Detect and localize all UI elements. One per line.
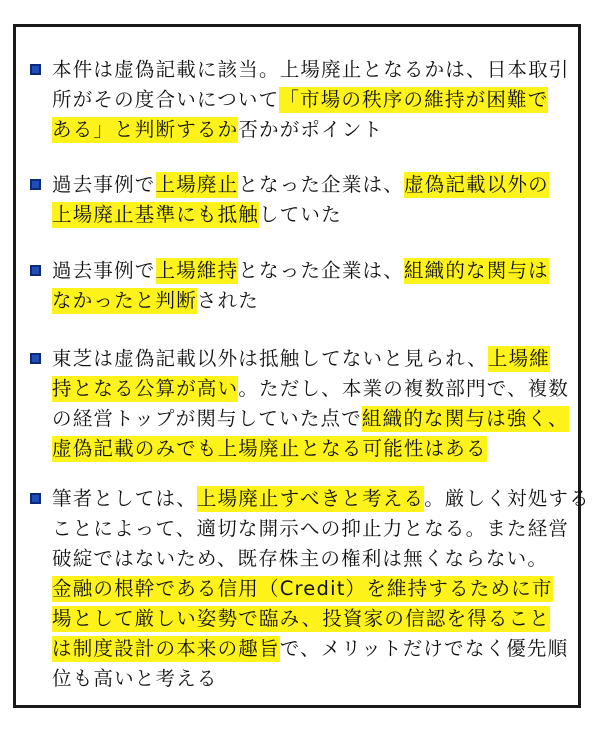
text-line <box>52 574 562 604</box>
text-line <box>52 634 569 664</box>
bullet-text <box>52 55 570 145</box>
highlighted-text: 上場廃止すべきと考える <box>196 487 425 510</box>
bullet-square-icon <box>30 179 41 190</box>
text-line <box>52 664 562 694</box>
text-line <box>52 514 570 544</box>
plain-text: 所がその度合いについて <box>52 88 280 111</box>
bullet-square-icon <box>30 265 41 276</box>
text-line <box>52 484 590 514</box>
highlighted-text: 上場維持 <box>155 259 239 282</box>
text-line <box>52 344 562 374</box>
highlighted-text: 組織的な関与は強く、 <box>361 407 569 430</box>
plain-text: 否かがポイント <box>238 118 384 141</box>
highlighted-text: 虚偽記載のみでも上場廃止となる可能性はある <box>52 437 487 460</box>
text-line <box>52 544 562 574</box>
plain-text: 破綻ではないため、既存株主の権利は無くならない。 <box>52 547 549 570</box>
text-line <box>52 434 562 464</box>
plain-text: 位も高いと考える <box>52 667 218 690</box>
text-line <box>52 404 569 434</box>
highlighted-text: 「市場の秩序の維持が困難で <box>279 88 549 111</box>
highlighted-text: 虚偽記載以外の <box>403 173 549 196</box>
text-line <box>52 170 562 200</box>
bullet-square-icon <box>30 493 41 504</box>
highlighted-text: 上場廃止 <box>155 173 239 196</box>
text-line <box>52 200 562 230</box>
plain-text: 筆者としては、 <box>52 487 197 510</box>
highlighted-text: ある」と判断するか <box>52 118 239 141</box>
highlighted-text: 組織的な関与は <box>403 259 549 282</box>
plain-text: ことによって、適切な開示への抑止力となる。また経営 <box>52 517 570 540</box>
text-line <box>52 256 562 286</box>
plain-text: 過去事例で <box>52 259 156 282</box>
text-line <box>52 374 570 404</box>
highlighted-text: 上場維 <box>487 347 550 370</box>
highlighted-text: 金融の根幹である信用（Credit）を維持するために市 <box>52 577 553 600</box>
bullet-text <box>52 344 570 464</box>
bullet-text <box>52 170 562 230</box>
text-line <box>52 55 570 85</box>
text-line <box>52 286 562 316</box>
plain-text: 過去事例で <box>52 173 156 196</box>
highlighted-text: 上場廃止基準にも抵触 <box>52 203 260 226</box>
bullet-square-icon <box>30 353 41 364</box>
text-line <box>52 85 562 115</box>
plain-text: 東芝は虚偽記載以外は抵触してないと見られ、 <box>52 347 488 370</box>
highlighted-text: 場として厳しい姿勢で臨み、投資家の信認を得ること <box>52 607 550 630</box>
plain-text: 本件は虚偽記載に該当。上場廃止となるかは、日本取引 <box>52 58 570 81</box>
highlighted-text: なかったと判断 <box>52 289 197 312</box>
plain-text: 。厳しく対処する <box>424 487 590 510</box>
plain-text: で、メリットだけでなく優先順 <box>279 637 569 660</box>
plain-text: の経営トップが関与していた点で <box>52 407 362 430</box>
plain-text: された <box>196 289 260 312</box>
highlighted-text: 持となる公算が高い <box>52 377 239 400</box>
plain-text: 。ただし、本業の複数部門で、複数 <box>238 377 570 400</box>
bullet-text <box>52 484 590 694</box>
highlighted-text: は制度設計の本来の趣旨 <box>52 637 280 660</box>
plain-text: していた <box>259 203 342 226</box>
text-line <box>52 604 562 634</box>
plain-text: となった企業は、 <box>238 259 404 282</box>
plain-text: となった企業は、 <box>238 173 404 196</box>
bullet-square-icon <box>30 64 41 75</box>
text-line <box>52 115 562 145</box>
bullet-text <box>52 256 562 316</box>
